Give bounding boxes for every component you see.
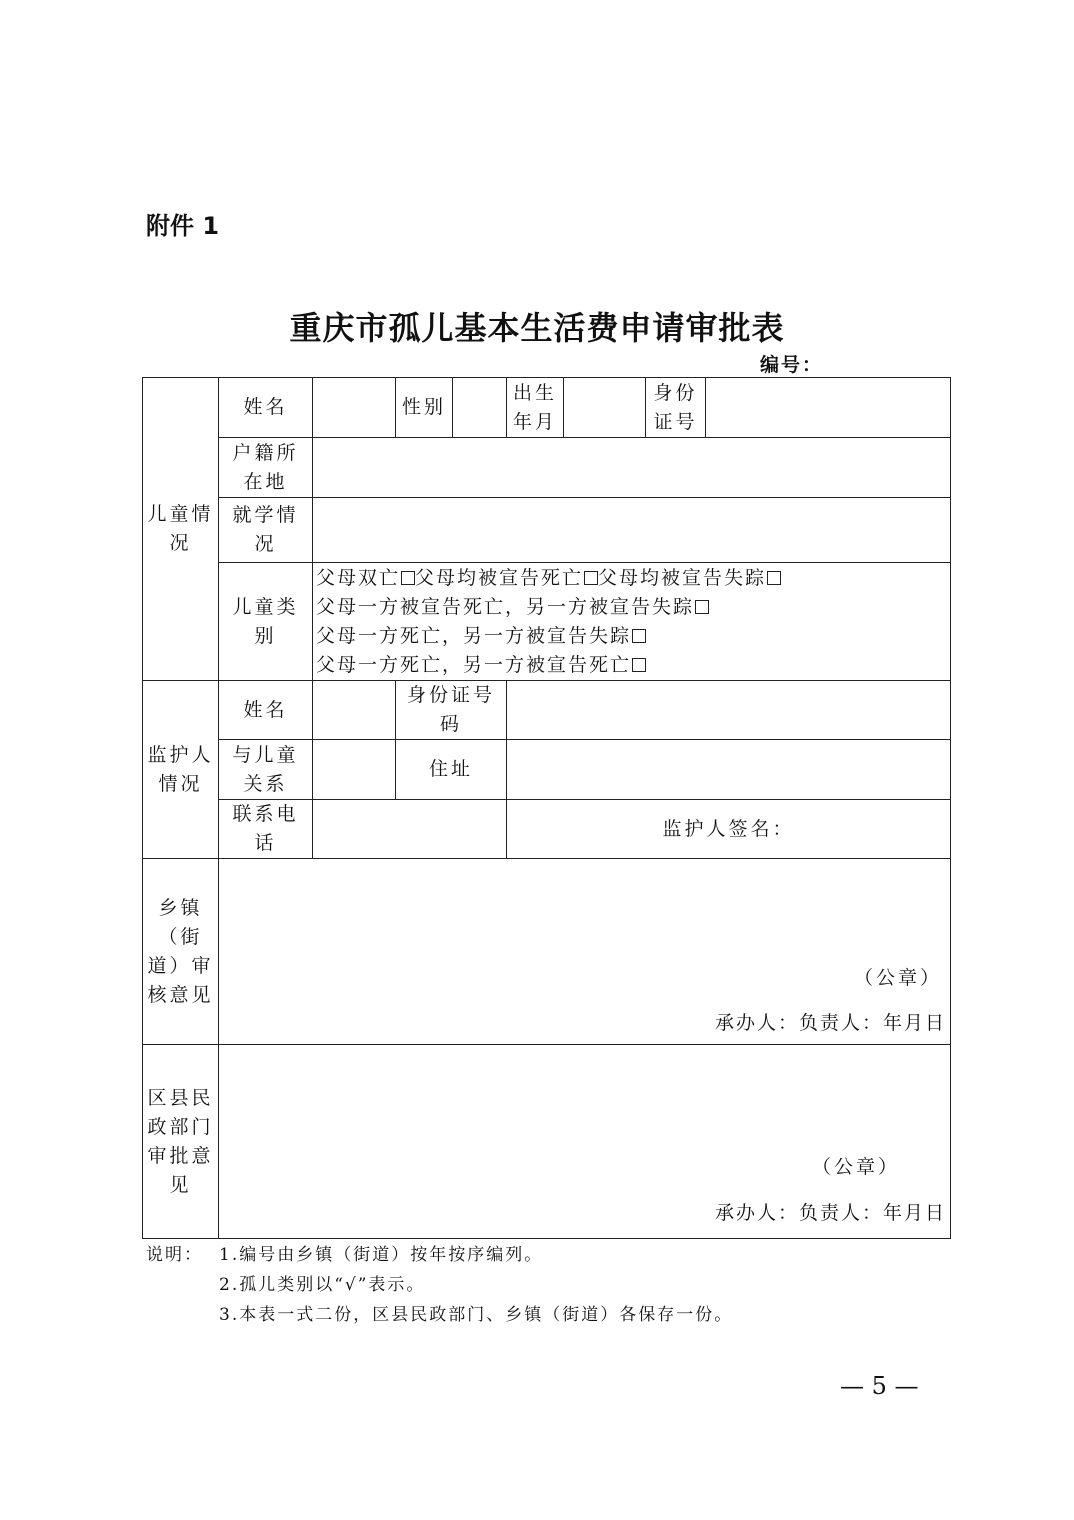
child-gender-label: 性别: [396, 378, 453, 438]
category-option-text: 父母双亡: [316, 566, 401, 589]
phone-field[interactable]: [313, 800, 507, 859]
notes: [146, 1240, 733, 1330]
checkbox-icon[interactable]: [767, 571, 781, 585]
child-id-field[interactable]: [706, 378, 951, 438]
child-id-label: 身份证号: [646, 378, 706, 438]
notes-label: 说明：: [146, 1245, 203, 1265]
district-seal-label: （公章）: [811, 1156, 900, 1178]
category-options: [313, 563, 951, 681]
checkbox-icon[interactable]: [401, 571, 415, 585]
phone-label: 联系电话: [219, 800, 313, 859]
household-field[interactable]: [313, 438, 951, 498]
household-label: 户籍所在地: [219, 438, 313, 498]
category-label: 儿童类别: [219, 563, 313, 681]
application-form-table: [142, 377, 951, 1239]
child-name-field[interactable]: [313, 378, 396, 438]
checkbox-icon[interactable]: [584, 571, 598, 585]
district-approval-field[interactable]: [219, 1045, 951, 1239]
relation-label: 与儿童关系: [219, 740, 313, 800]
attachment-label: 附件 1: [146, 212, 220, 240]
school-field[interactable]: [313, 498, 951, 563]
district-approval-header: 区县民政部门审批意见: [143, 1045, 219, 1239]
child-birth-field[interactable]: [564, 378, 646, 438]
town-review-header: 乡镇（街道）审核意见: [143, 859, 219, 1045]
category-option-text: 父母一方死亡，另一方被宣告失踪: [316, 624, 632, 647]
serial-number-label: 编号：: [760, 354, 824, 376]
district-signer-line: 承办人：负责人：年月日: [714, 1202, 946, 1224]
note-item: 3.本表一式二份，区县民政部门、乡镇（街道）各保存一份。: [219, 1305, 734, 1325]
town-signer-line: 承办人：负责人：年月日: [714, 1012, 946, 1034]
guardian-id-label: 身份证号码: [396, 681, 507, 740]
checkbox-icon[interactable]: [695, 600, 709, 614]
category-option-text: 父母均被宣告失踪: [598, 566, 767, 589]
note-item: 2.孤儿类别以“√”表示。: [219, 1275, 426, 1295]
school-label: 就学情况: [219, 498, 313, 563]
checkbox-icon[interactable]: [632, 629, 646, 643]
town-seal-label: （公章）: [853, 967, 942, 989]
guardian-name-label: 姓名: [219, 681, 313, 740]
form-title: 重庆市孤儿基本生活费申请审批表: [289, 309, 785, 347]
town-review-field[interactable]: [219, 859, 951, 1045]
guardian-id-field[interactable]: [507, 681, 951, 740]
checkbox-icon[interactable]: [632, 658, 646, 672]
category-option-text: 父母均被宣告死亡: [415, 566, 584, 589]
guardian-signature-field[interactable]: 监护人签名：: [507, 800, 951, 859]
child-gender-field[interactable]: [453, 378, 507, 438]
relation-field[interactable]: [313, 740, 396, 800]
category-option-text: 父母一方被宣告死亡，另一方被宣告失踪: [316, 595, 695, 618]
guardian-name-field[interactable]: [313, 681, 396, 740]
address-field[interactable]: [507, 740, 951, 800]
address-label: 住址: [396, 740, 507, 800]
child-name-label: 姓名: [219, 378, 313, 438]
page-number: — 5 —: [840, 1372, 919, 1400]
child-birth-label: 出生年月: [507, 378, 564, 438]
child-section-header: 儿童情况: [143, 378, 219, 681]
guardian-section-header: 监护人情况: [143, 681, 219, 859]
note-item: 1.编号由乡镇（街道）按年按序编列。: [219, 1245, 544, 1265]
category-option-text: 父母一方死亡，另一方被宣告死亡: [316, 653, 632, 676]
